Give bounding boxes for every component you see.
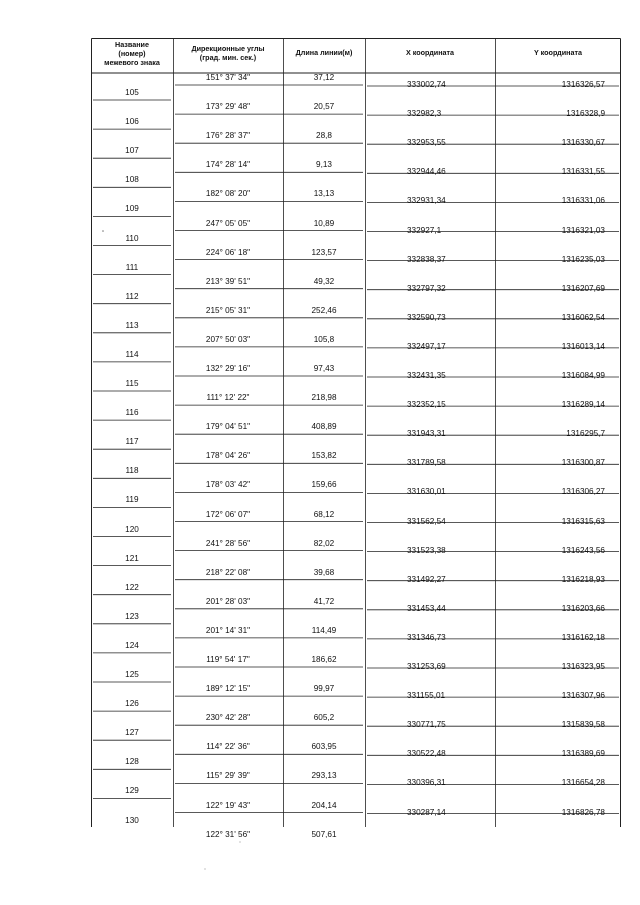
point-name-cell: 122 xyxy=(125,582,139,592)
direction-angle-cell: 224° 06' 18" xyxy=(205,247,251,257)
y-coordinate-cell: 1316295,7 xyxy=(566,429,605,439)
direction-angle-cell: 230° 42' 28" xyxy=(205,713,251,723)
point-name-cell: 118 xyxy=(125,466,139,476)
x-coordinate-cell: 331789,58 xyxy=(407,458,446,468)
x-coordinate-cell: 332982,3 xyxy=(407,109,442,119)
point-name-cell: 108 xyxy=(125,175,139,185)
x-coordinate-cell: 330771,75 xyxy=(407,720,446,730)
point-name-cell: 110 xyxy=(125,233,139,243)
point-name-cell: 121 xyxy=(125,553,139,563)
point-name-cell: 126 xyxy=(125,699,139,709)
point-name-cell: 123 xyxy=(125,611,139,621)
point-name-cell: 125 xyxy=(125,670,139,679)
direction-angle-cell: 115° 29' 39" xyxy=(206,771,250,781)
direction-angle-cell: 178° 04' 26" xyxy=(205,451,251,461)
x-coordinate-cell: 331523,38 xyxy=(407,545,446,555)
line-length-cell: 603,95 xyxy=(311,742,337,752)
direction-angle-cell: 151° 37' 34" xyxy=(205,73,251,82)
direction-angle-cell: 132° 29' 16" xyxy=(205,364,251,373)
y-coordinate-cell: 1316162,18 xyxy=(561,632,605,642)
line-length-cell: 97,43 xyxy=(313,364,335,373)
direction-angle-cell: 189° 12' 15" xyxy=(205,684,251,694)
line-length-cell: 123,57 xyxy=(311,247,337,257)
line-length-cell: 9,13 xyxy=(316,160,332,170)
x-coordinate-cell: 332497,17 xyxy=(407,341,446,351)
x-coordinate-cell: 332431,35 xyxy=(407,371,446,380)
line-length-cell: 218,98 xyxy=(311,393,337,403)
point-name-cell: 128 xyxy=(125,757,139,767)
line-length-cell: 605,2 xyxy=(313,713,335,723)
line-length-cell: 159,66 xyxy=(311,480,337,490)
line-length-cell: 252,46 xyxy=(311,305,337,315)
x-coordinate-cell: 332797,32 xyxy=(407,283,446,293)
y-coordinate-cell: 1316084,99 xyxy=(561,371,605,380)
direction-angle-cell: 176° 28' 37" xyxy=(205,131,251,141)
line-length-cell: 82,02 xyxy=(313,538,335,548)
x-coordinate-cell: 330287,14 xyxy=(407,807,446,817)
x-coordinate-cell: 331562,54 xyxy=(407,516,446,526)
x-coordinate-cell: 330522,48 xyxy=(407,749,446,759)
line-length-cell: 186,62 xyxy=(311,655,337,664)
line-length-cell: 114,49 xyxy=(311,625,337,635)
x-coordinate-cell: 332931,34 xyxy=(407,196,446,206)
line-length-cell: 204,14 xyxy=(311,800,337,810)
y-coordinate-cell: 1316306,27 xyxy=(561,487,605,497)
header-x-coordinate: X координата xyxy=(405,48,455,57)
line-length-cell: 49,32 xyxy=(313,276,335,286)
y-coordinate-cell: 1315839,58 xyxy=(561,720,605,730)
y-coordinate-cell: 1316326,57 xyxy=(561,80,605,89)
point-name-cell: 124 xyxy=(125,640,139,650)
scan-speck xyxy=(239,841,240,842)
point-name-cell: 111 xyxy=(125,262,139,272)
direction-angle-cell: 247° 05' 05" xyxy=(205,218,251,228)
x-coordinate-cell: 331253,69 xyxy=(407,662,446,671)
line-length-cell: 105,8 xyxy=(313,334,335,344)
header-direction-angle-line: (град. мин. сек.) xyxy=(199,53,257,62)
scan-speck xyxy=(102,230,104,232)
direction-angle-cell: 172° 06' 07" xyxy=(205,509,251,519)
line-length-cell: 153,82 xyxy=(311,451,337,461)
point-name-cell: 115 xyxy=(125,379,139,388)
line-length-cell: 10,89 xyxy=(313,218,335,228)
point-name-cell: 106 xyxy=(125,117,139,127)
x-coordinate-cell: 331492,27 xyxy=(407,574,446,584)
y-coordinate-cell: 1316203,66 xyxy=(561,603,605,613)
point-name-cell: 117 xyxy=(125,437,139,447)
direction-angle-cell: 201° 28' 03" xyxy=(205,596,251,606)
y-coordinate-cell: 1316218,93 xyxy=(561,574,605,584)
y-coordinate-cell: 1316328,9 xyxy=(566,109,605,119)
y-coordinate-cell: 1316323,95 xyxy=(561,662,605,671)
direction-angle-cell: 182° 08' 20" xyxy=(205,189,251,199)
header-direction-angle-line: Дирекционные углы xyxy=(191,44,265,53)
point-name-cell: 127 xyxy=(125,728,139,738)
header-line-length: Длина линии(м) xyxy=(295,48,353,57)
line-length-cell: 99,97 xyxy=(313,684,335,694)
line-length-cell: 41,72 xyxy=(313,596,335,606)
direction-angle-cell: 178° 03' 42" xyxy=(205,480,251,490)
x-coordinate-cell: 332927,1 xyxy=(407,225,442,235)
x-coordinate-cell: 331155,01 xyxy=(407,691,446,701)
direction-angle-cell: 179° 04' 51" xyxy=(205,422,251,432)
y-coordinate-cell: 1316307,96 xyxy=(561,691,605,701)
header-point-name-line: межевого знака xyxy=(104,58,160,67)
point-name-cell: 116 xyxy=(125,408,139,418)
direction-angle-cell: 218° 22' 08" xyxy=(205,567,251,577)
x-coordinate-cell: 331346,73 xyxy=(407,632,446,642)
line-length-cell: 13,13 xyxy=(313,189,335,199)
x-coordinate-cell: 330396,31 xyxy=(407,778,446,788)
line-length-cell: 37,12 xyxy=(313,73,335,82)
direction-angle-cell: 119° 54' 17" xyxy=(206,655,250,664)
direction-angle-cell: 122° 31' 56" xyxy=(205,829,251,839)
x-coordinate-cell: 331630,01 xyxy=(407,487,446,497)
y-coordinate-cell: 1316289,14 xyxy=(561,400,605,410)
point-name-cell: 112 xyxy=(125,291,139,301)
x-coordinate-cell: 332944,46 xyxy=(407,167,446,177)
y-coordinate-cell: 1316013,14 xyxy=(561,341,605,351)
line-length-cell: 293,13 xyxy=(311,771,337,781)
y-coordinate-cell: 1316331,55 xyxy=(561,167,605,177)
direction-angle-cell: 215° 05' 31" xyxy=(205,305,251,315)
direction-angle-cell: 201° 14' 31" xyxy=(205,625,251,635)
direction-angle-cell: 174° 28' 14" xyxy=(205,160,251,170)
point-name-cell: 119 xyxy=(125,495,139,505)
y-coordinate-cell: 1316062,54 xyxy=(561,312,605,322)
point-name-cell: 129 xyxy=(125,786,139,796)
direction-angle-cell: 111° 12' 22" xyxy=(206,393,250,403)
y-coordinate-cell: 1316300,87 xyxy=(561,458,605,468)
x-coordinate-cell: 332590,73 xyxy=(407,312,446,322)
x-coordinate-cell: 331453,44 xyxy=(407,603,446,613)
point-name-cell: 105 xyxy=(125,88,139,97)
x-coordinate-cell: 332352,15 xyxy=(407,400,446,410)
y-coordinate-cell: 1316207,69 xyxy=(561,283,605,293)
point-name-cell: 113 xyxy=(125,320,139,330)
direction-angle-cell: 114° 22' 36" xyxy=(206,742,250,752)
y-coordinate-cell: 1316315,63 xyxy=(561,516,605,526)
y-coordinate-cell: 1316330,67 xyxy=(561,138,605,148)
y-coordinate-cell: 1316331,06 xyxy=(561,196,605,206)
line-length-cell: 20,57 xyxy=(313,102,335,112)
x-coordinate-cell: 333002,74 xyxy=(407,80,446,89)
line-length-cell: 28,8 xyxy=(316,131,332,141)
y-coordinate-cell: 1316243,56 xyxy=(561,545,605,555)
direction-angle-cell: 173° 29' 48" xyxy=(205,102,251,112)
line-length-cell: 68,12 xyxy=(313,509,335,519)
x-coordinate-cell: 331943,31 xyxy=(407,429,446,439)
line-length-cell: 408,89 xyxy=(311,422,337,432)
header-point-name-line: Название xyxy=(115,40,149,49)
y-coordinate-cell: 1316321,03 xyxy=(561,225,605,235)
direction-angle-cell: 213° 39' 51" xyxy=(205,276,251,286)
header-y-coordinate: Y координата xyxy=(534,48,582,57)
point-name-cell: 109 xyxy=(125,204,139,214)
header-point-name-line: (номер) xyxy=(118,49,146,58)
point-name-cell: 120 xyxy=(125,524,139,534)
line-length-cell: 39,68 xyxy=(313,567,335,577)
y-coordinate-cell: 1316654,28 xyxy=(561,778,605,788)
y-coordinate-cell: 1316389,69 xyxy=(561,749,605,759)
point-name-cell: 130 xyxy=(125,815,139,825)
x-coordinate-cell: 332838,37 xyxy=(407,254,446,264)
scan-speck xyxy=(204,868,205,869)
y-coordinate-cell: 1316235,03 xyxy=(561,254,605,264)
point-name-cell: 114 xyxy=(125,349,139,359)
direction-angle-cell: 122° 19' 43" xyxy=(205,800,251,810)
direction-angle-cell: 207° 50' 03" xyxy=(205,334,251,344)
x-coordinate-cell: 332953,55 xyxy=(407,138,446,148)
y-coordinate-cell: 1316826,78 xyxy=(561,807,605,817)
point-name-cell: 107 xyxy=(125,146,139,156)
line-length-cell: 507,61 xyxy=(311,829,337,839)
direction-angle-cell: 241° 28' 56" xyxy=(205,538,251,548)
